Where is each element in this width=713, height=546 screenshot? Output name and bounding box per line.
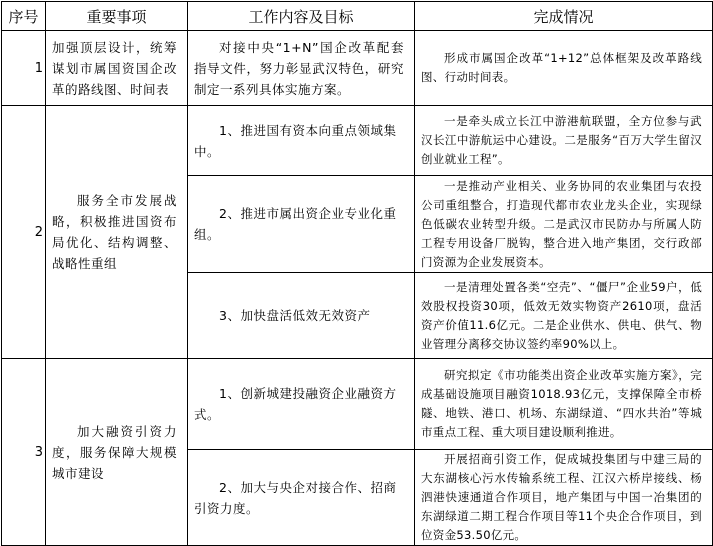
reform-progress-table [1, 1, 713, 546]
content-text: 3、加快盘活低效无效资产 [219, 308, 371, 323]
table-row [2, 106, 713, 176]
item-text: 服务全市发展战略，积极推进国资布局优化、结构调整、战略性重组 [52, 193, 177, 271]
status-cell [415, 273, 713, 359]
status-text: 形成市属国企改革“1+12”总体框架及改革路线图、行动时间表。 [421, 51, 702, 84]
table-row [2, 31, 713, 106]
item-text: 加强顶层设计，统筹谋划市属国资国企改革的路线图、时间表 [52, 39, 177, 97]
status-cell [415, 31, 713, 106]
status-text: 一是清理处置各类“空壳”、“僵尸”企业59户，低效股权投资30项，低效无效实物资产2610项，盘活资产价值11.6亿元。二是企业供水、供电、供气、物业管理分离移交协议签约率90%以上。 [421, 279, 702, 351]
seq-cell: 2 [2, 106, 46, 359]
item-text: 加大融资引资力度，服务保障大规模城市建设 [52, 423, 177, 481]
table-row [2, 359, 713, 450]
content-cell [188, 359, 415, 450]
content-cell [188, 176, 415, 273]
status-text: 开展招商引资工作，促成城投集团与中建三局的大东湖核心污水传输系统工程、江汉六桥岸接线、杨泗港快速通道合作项目，地产集团与中国一冶集团的东湖绿道二期工程合作项目等11个央企合作项目，到位资金53.50亿元。 [421, 452, 702, 542]
content-cell [188, 31, 415, 106]
content-text: 对接中央“1+N”国企改革配套指导文件，努力彰显武汉特色，研究制定一系列具体实施方案。 [194, 39, 404, 97]
content-text: 2、推进市属出资企业专业化重组。 [194, 206, 397, 242]
header-row [2, 2, 713, 31]
content-cell [188, 273, 415, 359]
status-text: 研究拟定《市功能类出资企业改革实施方案》，完成基础设施项目融资1018.93亿元，支撑保障全市桥隧、地铁、港口、机场、东湖绿道、“四水共治”等城市重点工程、重大项目建设顺利推进。 [421, 368, 702, 439]
status-text: 一是推动产业相关、业务协同的农业集团与农投公司重组整合，打造现代都市农业龙头企业，实现绿色低碳农业转型升级。二是武汉市民防办与所属人防工程专用设备厂脱钩，整合进入地产集团，交行政部门资源为企业发展资本。 [421, 178, 702, 269]
header-item: 重要事项 [46, 2, 188, 31]
header-content: 工作内容及目标 [188, 2, 415, 31]
content-cell [188, 106, 415, 176]
content-cell [188, 450, 415, 546]
status-text: 一是牵头成立长江中游港航联盟，全方位参与武汉长江中游航运中心建设。二是服务“百万大学生留汉创业就业工程”。 [421, 114, 702, 166]
status-cell [415, 106, 713, 176]
item-cell [46, 359, 188, 546]
seq-cell: 3 [2, 359, 46, 546]
item-cell [46, 31, 188, 106]
header-status: 完成情况 [415, 2, 713, 31]
seq-cell: 1 [2, 31, 46, 106]
status-cell [415, 450, 713, 546]
status-cell [415, 176, 713, 273]
item-cell [46, 106, 188, 359]
content-text: 2、加大与央企对接合作、招商引资力度。 [194, 479, 397, 516]
header-seq: 序号 [2, 2, 46, 31]
content-text: 1、创新城建投融资企业融资方式。 [194, 386, 397, 422]
content-text: 1、推进国有资本向重点领域集中。 [194, 122, 397, 159]
status-cell [415, 359, 713, 450]
